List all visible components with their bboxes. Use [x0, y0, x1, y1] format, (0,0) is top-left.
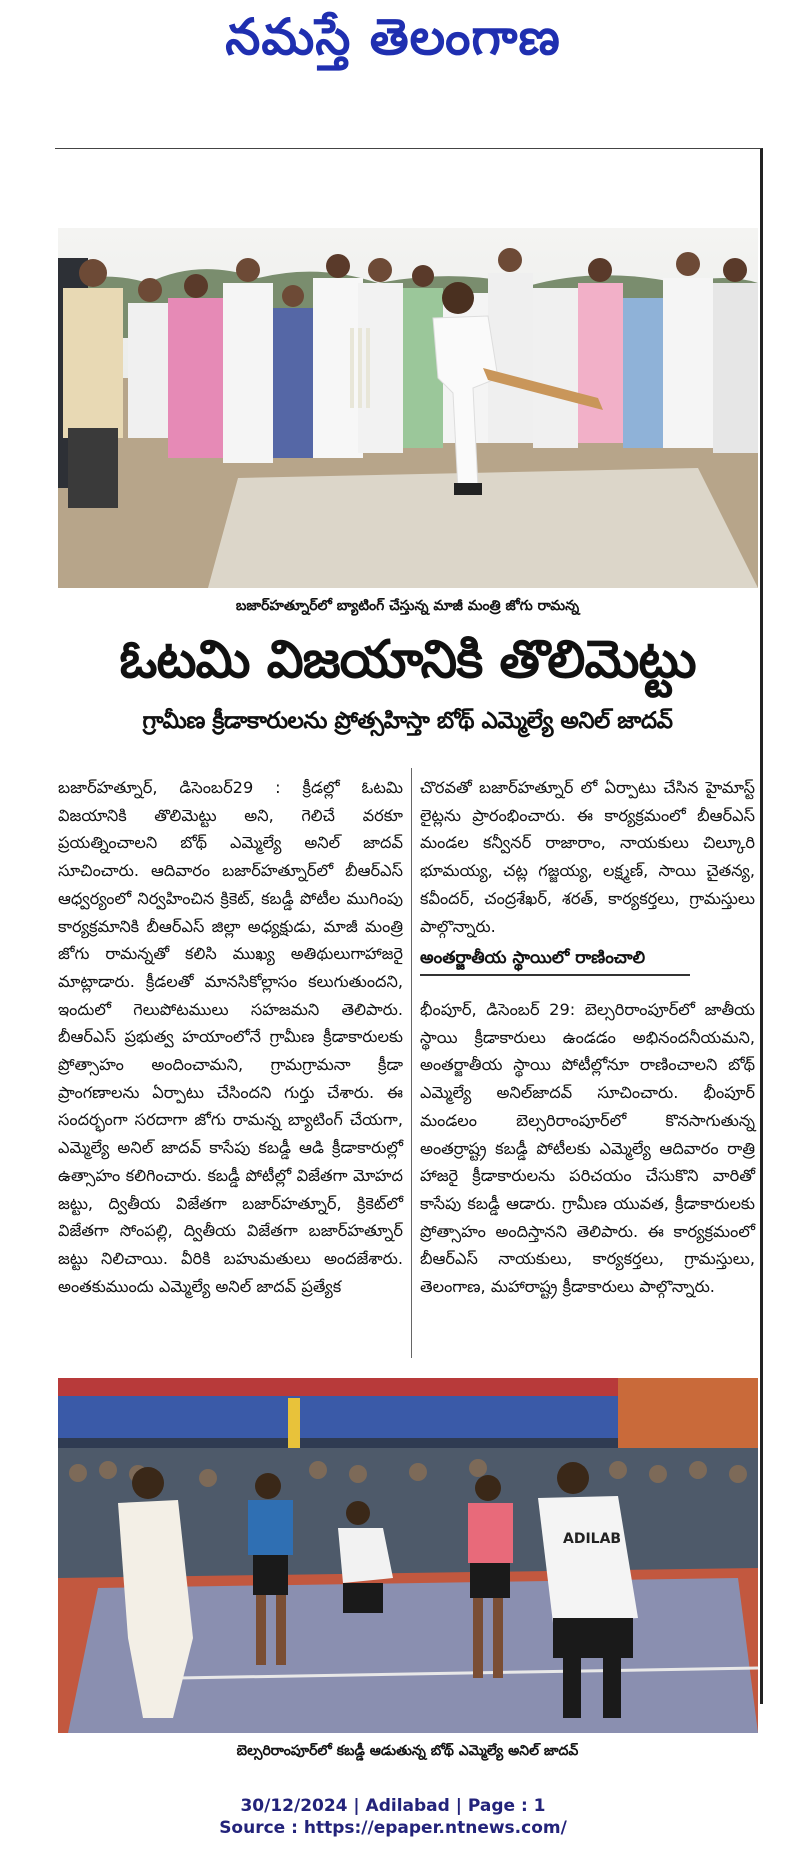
- footer-source: Source : https://epaper.ntnews.com/: [219, 1818, 567, 1838]
- article-column-right-b: [420, 996, 755, 1301]
- column-divider: [411, 768, 412, 1358]
- photo-cricket-batting: [58, 228, 758, 588]
- subheadline: గ్రామీణ క్రీడాకారులను ప్రోత్సహిస్తా బోథ్ ఎమ్మెల్యే అనిల్ జాదవ్: [142, 708, 673, 734]
- article-body-left: బజార్‌హత్నూర్, డిసెంబర్29 : క్రీడల్లో ఓటమి విజయానికి తొలిమెట్టు అని, గెలిచే వరకూ ప్రయత్నించాలని బోథ్ ఎమ్మెల్యే అనిల్ జాదవ్ సూచించారు. ఆదివారం బజార్‌హత్నూర్‌లో బీఆర్‌ఎస్ ఆధ్వర్యంలో నిర్వహించిన క్రికెట్, కబడ్డీ పోటీల ముగింపు కార్యక్రమానికి బీఆర్‌ఎస్ జిల్లా అధ్యక్షుడు, మాజీ మంత్రి జోగు రామన్నతో కలిసి ముఖ్య అతిథులుగాహాజరై మాట్లాడారు. క్రీడలతో మానసికోల్లాసం కలుగుతుందని, ఇందులో గెలుపోటములు సహజమని తెలిపారు. బీఆర్‌ఎస్ ప్రభుత్వ హయాంలోనే గ్రామీణ క్రీడాకారులకు ప్రోత్సాహం అందించామని, గ్రామగ్రామనా క్రీడా ప్రాంగణాలను ఏర్పాటు చేసిందని గుర్తు చేశారు. ఈ సందర్భంగా సరదాగా జోగు రామన్న బ్యాటింగ్ చేయగా, ఎమ్మెల్యే అనిల్ జాదవ్ కాసేపు కబడ్డీ ఆడి క్రీడాకారుల్లో ఉత్సాహం కలిగించారు. కబడ్డీ పోటీల్లో విజేతగా మోహద జట్టు, ద్వితీయ విజేతగా బజార్‌హత్నూర్, క్రికెట్‌లో విజేతగా సోంపల్లి, ద్వితీయ విజేతగా బజార్‌హత్నూర్ జట్టు నిలిచాయి. వీరికి బహుమతులు అందజేశారు. అంతకుముందు ఎమ్మెల్యే అనిల్ జాదవ్ ప్రత్యేక: [58, 778, 403, 1296]
- headline: ఓటమి విజయానికి తొలిమెట్టు: [119, 630, 696, 690]
- photo-kabaddi: [58, 1378, 758, 1733]
- section-subheading: అంతర్జాతీయ స్థాయిలో రాణించాలి: [420, 948, 690, 976]
- article-body-right-a: చొరవతో బజార్‌హత్నూర్ లో ఏర్పాటు చేసిన హైమాస్ట్ లైట్లను ప్రారంభించారు. ఈ కార్యక్రమంలో బీఆర్‌ఎస్ మండల కన్వీనర్ రాజారాం, నాయకులు చిల్కూరి భూమయ్య, చట్ల గజ్జయ్య, లక్ష్మణ్, సాయి చైతన్య, కవీందర్, చంద్రశేఖర్, శరత్, కార్యకర్తలు, గ్రామస్తులు పాల్గొన్నారు.: [420, 778, 755, 936]
- photo1-caption: బజార్‌హత్నూర్‌లో బ్యాటింగ్ చేస్తున్న మాజీ మంత్రి జోగు రామన్న: [235, 598, 580, 614]
- photo2-caption: బెల్సరిరాంపూర్‌లో కబడ్డీ ఆడుతున్న బోథ్ ఎమ్మెల్యే అనిల్ జాదవ్: [236, 1743, 579, 1759]
- article-column-left: [58, 774, 403, 1300]
- article-column-right: [420, 774, 755, 940]
- masthead-logo: నమస్తే తెలంగాణ: [225, 8, 561, 66]
- article-body-right-b: భీంపూర్, డిసెంబర్ 29: బెల్సరిరాంపూర్‌లో జాతీయ స్థాయి క్రీడాకారులు ఉండడం అభినందనీయమని, అంతర్జాతీయ స్థాయి పోటీల్లోనూ రాణించాలని బోథ్ ఎమ్మెల్యే అనిల్‌జాదవ్ సూచించారు. భీంపూర్ మండలం బెల్సరిరాంపూర్‌లో కొనసాగుతున్న అంతర్రాష్ట్ర కబడ్డీ పోటీలకు ఎమ్మెల్యే ఆదివారం రాత్రి హాజరై క్రీడాకారులను పరిచయం చేసుకొని వారితో కాసేపు కబడ్డీ ఆడారు. గ్రామీణ యువత, క్రీడాకారులకు ప్రోత్సాహం అందిస్తానని తెలిపారు. ఈ కార్యక్రమంలో బీఆర్‌ఎస్ నాయకులు, కార్యకర్తలు, గ్రామస్తులు, తెలంగాణ, మహారాష్ట్ర క్రీడాకారులు పాల్గొన్నారు.: [420, 1000, 755, 1297]
- jersey-text: ADILAB: [563, 1531, 622, 1547]
- footer-date-edition: 30/12/2024 | Adilabad | Page : 1: [240, 1796, 546, 1816]
